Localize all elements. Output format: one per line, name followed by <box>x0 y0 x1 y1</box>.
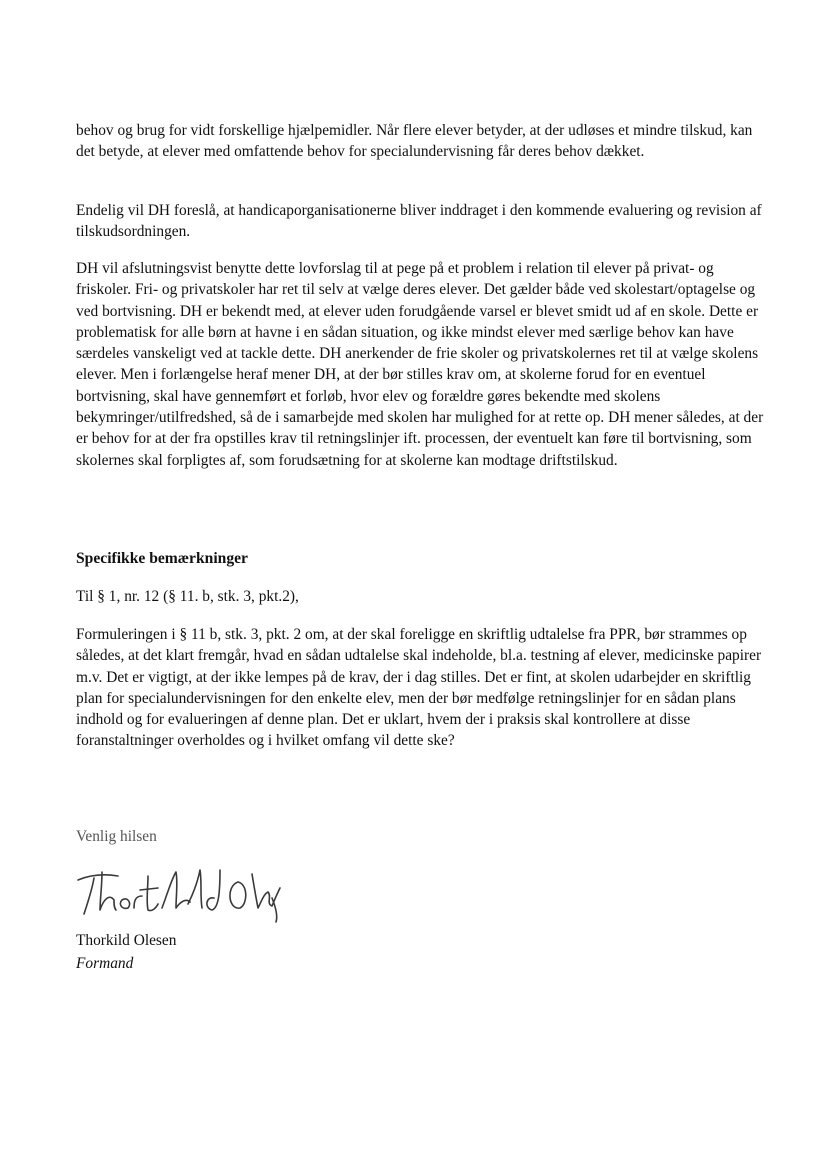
paragraph-evaluation-proposal: Endelig vil DH foreslå, at handicaporganisationerne bliver inddraget i den kommende evaluering og revision af tilskudsordningen. <box>76 202 762 241</box>
paragraph-ppr-statement: Formuleringen i § 11 b, stk. 3, pkt. 2 om, at der skal foreligge en skriftlig udtalelse fra PPR, bør strammes op således, at det klart fremgår, hvad en sådan udtalelse skal indeholde, bl.a. testning af elever, medicinske papirer m.v. Det er vigtigt, at der ikke lempes på de krav, der i dag stilles. Det er fint, at skolen udarbejder en skriftlig plan for specialundervisningen for den enkelte elev, men der bør medfølge retningslinjer for en sådan plans indhold og for evalueringen af denne plan. Det er uklart, hvem der i praksis skal kontrollere at disse foranstaltninger overholdes og i hvilket omfang vil dette ske? <box>76 626 762 750</box>
paragraph-private-schools-expulsion: DH vil afslutningsvist benytte dette lovforslag til at pege på et problem i relation til elever på privat- og friskoler. Fri- og privatskoler har ret til selv at vælge deres elever. Det gælder både ved skolestart/optagelse og ved bortvisning. DH er bekendt med, at elever uden forudgående varsel er blevet smidt ud af en skole. Dette er problematisk for alle børn at havne i en sådan situation, og ikke mindst elever med særlige behov kan have særdeles vanskeligt ved at tackle dette. DH anerkender de frie skoler og privatskolernes ret til at vælge skolens elever. Men i forlængelse heraf mener DH, at der bør stilles krav om, at skolerne forud for en eventuel bortvisning, skal have gennemført et forløb, hvor elev og forældre gøres bekendte med skolens bekymringer/utilfredshed, så de i samarbejde med skolen har mulighed for at rette op. DH mener således, at der er behov for at der fra opstilles krav til retningslinjer ift. processen, der eventuelt kan føre til bortvisning, som skolernes skal forpligtes af, som forudsætning for at skolerne kan modtage driftstilskud. <box>76 260 764 469</box>
signer-name: Thorkild Olesen <box>76 932 177 949</box>
signer-role: Formand <box>76 955 134 972</box>
closing-greeting: Venlig hilsen <box>76 828 157 845</box>
section-heading: Specifikke bemærkninger <box>76 550 248 567</box>
handwritten-signature <box>72 852 284 924</box>
paragraph-aids-funding: behov og brug for vidt forskellige hjælpemidler. Når flere elever betyder, at der udløses et mindre tilskud, kan det betyde, at elever med omfattende behov for specialundervisning får deres behov dækket. <box>76 122 753 161</box>
section-reference: Til § 1, nr. 12 (§ 11. b, stk. 3, pkt.2), <box>76 588 299 605</box>
